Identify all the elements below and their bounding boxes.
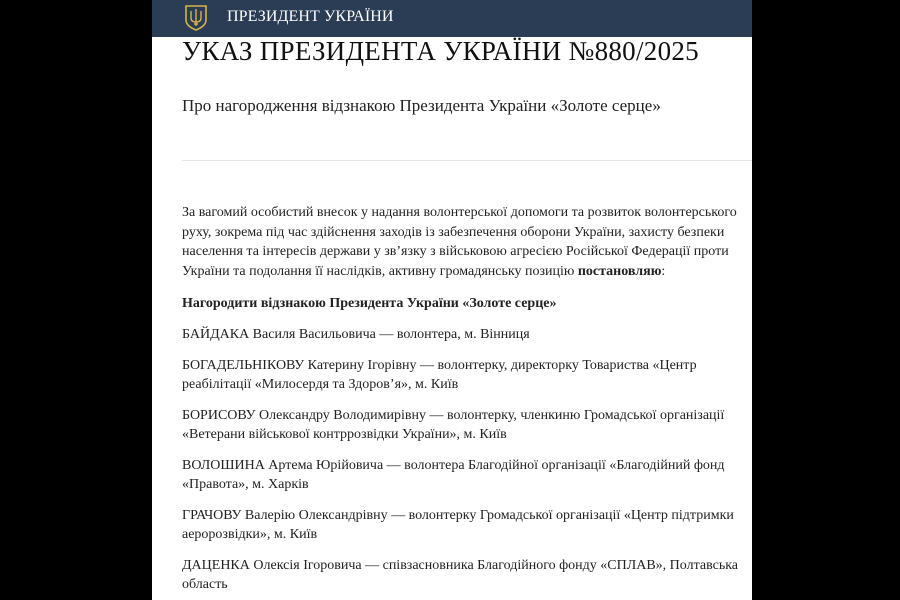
awardee-item: ВОЛОШИНА Артема Юрійовича — волонтера Благодійної організації «Благодійний фонд «Правота», м. Харків <box>182 457 725 492</box>
awardee-item: БАЙДАКА Василя Васильовича — волонтера, м. Вінниця <box>182 327 530 342</box>
decree-page <box>152 0 752 600</box>
preamble-text: За вагомий особистий внесок у надання волонтерської допомоги та розвиток волонтерського руху, зокрема під час здійснення заходів із забезпечення оборони України, захисту безпеки населення та інтересів держави у зв’язку з військовою агресією Російської Федерації проти України та подолання її наслідків, активну громадянську позицію <box>182 205 737 279</box>
decree-body <box>182 203 752 595</box>
award-heading: Нагородити відзнакою Президента України «Золоте серце» <box>182 296 557 311</box>
divider <box>182 160 752 161</box>
awardee-item: БОГАДЕЛЬНІКОВУ Катерину Ігорівну — волонтерку, директорку Товариства «Центр реабілітації «Милосердя та Здоров’я», м. Київ <box>182 357 697 392</box>
preamble-end: : <box>661 263 666 279</box>
preamble-paragraph <box>182 203 752 281</box>
decree-title: УКАЗ ПРЕЗИДЕНТА УКРАЇНИ №880/2025 <box>182 36 699 66</box>
site-title-link[interactable]: ПРЕЗИДЕНТ УКРАЇНИ <box>227 8 394 25</box>
awardee-item: ДАЦЕНКА Олексія Ігоровича — співзасновника Благодійного фонду «СПЛАВ», Полтавська область <box>182 557 739 592</box>
trident-emblem-icon[interactable] <box>183 5 209 31</box>
awardee-item: ГРАЧОВУ Валерію Олександрівну — волонтерку Громадської організації «Центр підтримки аеророзвідки», м. Київ <box>182 507 734 542</box>
decree-subtitle: Про нагородження відзнакою Президента України «Золоте серце» <box>182 96 661 115</box>
preamble-bold: постановляю <box>577 263 662 279</box>
awardee-item: БОРИСОВУ Олександру Володимирівну — волонтерку, членкиню Громадської організації «Ветерани військової контррозвідки України», м. Київ <box>182 407 725 442</box>
site-header <box>152 0 752 37</box>
